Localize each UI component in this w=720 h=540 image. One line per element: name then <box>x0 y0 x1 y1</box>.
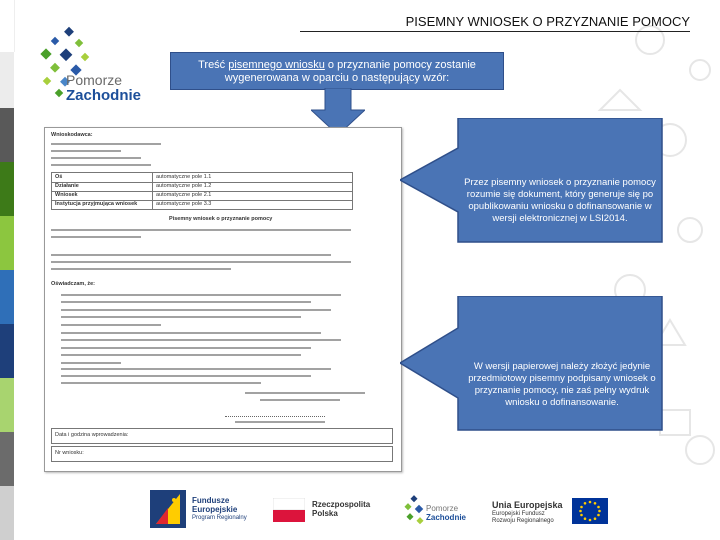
left-color-strip <box>0 0 14 540</box>
strip-segment <box>0 52 14 108</box>
strip-segment <box>0 324 14 378</box>
doc-table-row-value: automatyczne pole 3.3 <box>156 201 212 207</box>
doc-table-row-value: automatyczne pole 1.1 <box>156 174 212 180</box>
ue-line3: Rozwoju Regionalnego <box>492 518 554 524</box>
fe-line1: Fundusze <box>192 496 230 505</box>
doc-declaration-heading: Oświadczam, że: <box>51 281 96 287</box>
doc-heading: Wnioskodawca: <box>51 132 93 138</box>
strip-segment <box>0 270 14 324</box>
page-title: PISEMNY WNIOSEK O PRZYZNANIE POMOCY <box>300 14 690 32</box>
doc-form-title: Pisemny wniosek o przyznanie pomocy <box>169 216 273 222</box>
logo-text-zachodnie: Zachodnie <box>66 87 142 104</box>
doc-date-box <box>51 428 393 444</box>
fe-line2: Europejskie <box>192 505 238 514</box>
banner-text-line2: wygenerowana w oparciu o następujący wzór: <box>224 72 450 84</box>
strip-segment <box>0 108 14 162</box>
doc-table-row-label: Instytucja przyjmująca wniosek <box>55 201 138 207</box>
doc-number-label: Nr wniosku: <box>55 450 84 456</box>
banner-underlined-text: pisemnego wniosku <box>228 59 325 71</box>
strip-segment <box>0 432 14 486</box>
doc-table-row-label: Działanie <box>55 183 79 189</box>
footer-logos <box>0 480 720 540</box>
doc-table-row-value: automatyczne pole 2.1 <box>156 192 212 198</box>
instruction-banner <box>170 52 504 90</box>
logo-text-pomorze: Pomorze <box>66 72 123 88</box>
strip-segment <box>0 216 14 270</box>
fe-line3: Program Regionalny <box>192 515 247 521</box>
doc-table <box>51 172 353 210</box>
application-form-preview <box>44 127 402 472</box>
strip-segment <box>0 378 14 432</box>
pz-text <box>426 504 466 522</box>
banner-text-part2: o przyznanie pomocy zostanie <box>324 59 476 71</box>
polish-flag-icon <box>273 498 305 522</box>
rp-text <box>312 500 370 518</box>
callout-text-1: Przez pisemny wniosek o przyznanie pomocy rozumie się dokument, który generuje się po opublikowaniu wniosku o dofinansowanie w wersji elektronicznej w LSI2014. <box>464 177 656 224</box>
doc-table-row-label: Wniosek <box>55 192 78 198</box>
strip-segment <box>0 0 15 52</box>
eu-flag-icon <box>572 498 608 524</box>
rp-line1: Rzeczpospolita <box>312 500 371 509</box>
fundusze-europejskie-logo <box>150 490 186 528</box>
doc-number-box <box>51 446 393 462</box>
callout-text-2: W wersji papierowej należy złożyć jedynie przedmiotowy pisemny podpisany wniosek o przyznanie pomocy, nie zaś pełny wydruk wniosku o dofinansowanie. <box>468 361 656 408</box>
ue-line1: Unia Europejska <box>492 500 563 510</box>
ue-text <box>492 500 563 525</box>
doc-date-label: Data i godzina wprowadzenia: <box>55 432 129 438</box>
fe-text <box>192 496 247 523</box>
doc-table-row-label: Oś <box>55 174 63 180</box>
pz-line2: Zachodnie <box>426 513 467 522</box>
banner-text-part1: Treść <box>198 59 229 71</box>
rp-line2: Polska <box>312 509 338 518</box>
strip-segment <box>0 162 14 216</box>
pz-line1: Pomorze <box>426 504 459 513</box>
doc-table-row-value: automatyczne pole 1.2 <box>156 183 212 189</box>
ue-line2: Europejski Fundusz <box>492 511 545 517</box>
